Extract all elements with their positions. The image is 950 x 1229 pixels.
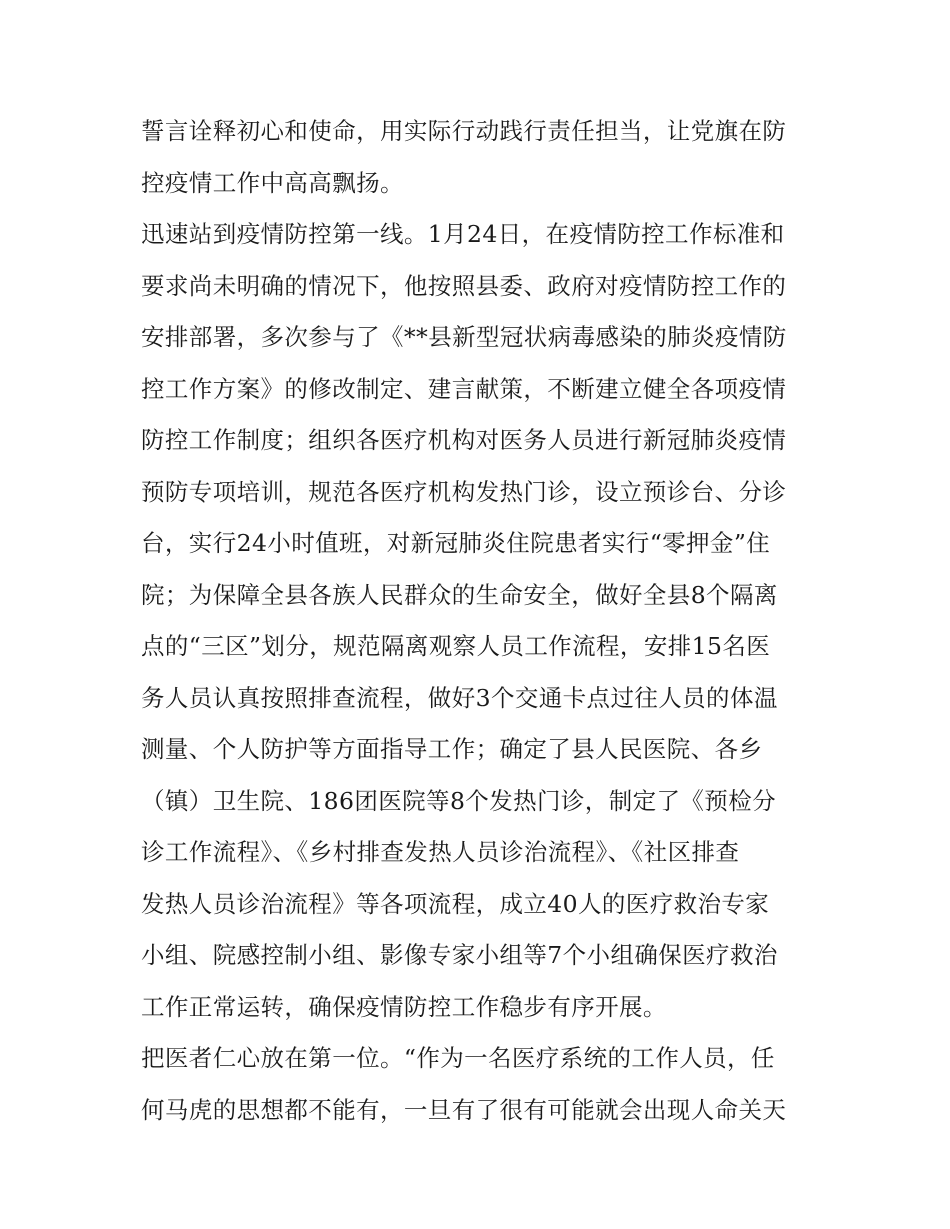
text-line: 测量、个人防护等方面指导工作；确定了县人民医院、各乡: [141, 735, 763, 763]
text-line: 发热人员诊治流程》等各项流程，成立40人的医疗救治专家: [141, 889, 770, 918]
text-line: 点的“三区”划分，规范隔离观察人员工作流程，安排15名医: [141, 632, 771, 660]
text-line: 控疫情工作中高高飘扬。: [141, 168, 404, 197]
text-line: 誓言诠释初心和使命，用实际行动践行责任担当，让党旗在防: [141, 117, 787, 145]
document-body: [141, 106, 821, 1136]
text-line: 诊工作流程》、《乡村排查发热人员诊治流程》、《社区排查: [141, 838, 740, 866]
text-line: 要求尚未明确的情况下，他按照县委、政府对疫情防控工作的: [141, 271, 787, 300]
text-line: 工作正常运转，确保疫情防控工作稳步有序开展。: [141, 992, 667, 1021]
text-line: 预防专项培训，规范各医疗机构发热门诊，设立预诊台、分诊: [141, 477, 787, 506]
text-line: 小组、院感控制小组、影像专家小组等7个小组确保医疗救治: [141, 941, 778, 969]
text-line: 防控工作制度；组织各医疗机构对医务人员进行新冠肺炎疫情: [141, 426, 787, 454]
text-line: 安排部署，多次参与了《**县新型冠状病毒感染的肺炎疫情防: [141, 323, 787, 351]
text-line: （镇）卫生院、186团医院等8个发热门诊，制定了《预检分: [141, 786, 777, 815]
text-line: 院；为保障全县各族人民群众的生命安全，做好全县8个隔离: [141, 580, 778, 609]
text-line: 何马虎的思想都不能有，一旦有了很有可能就会出现人命关天: [141, 1095, 787, 1124]
text-line: 台，实行24小时值班，对新冠肺炎住院患者实行“零押金”住: [141, 529, 771, 557]
text-line: 把医者仁心放在第一位。“作为一名医疗系统的工作人员，任: [141, 1044, 775, 1072]
text-line: 迅速站到疫情防控第一线。1月24日，在疫情防控工作标准和: [141, 220, 785, 248]
text-line: 务人员认真按照排查流程，做好3个交通卡点过往人员的体温: [141, 683, 778, 712]
text-line: 控工作方案》的修改制定、建言献策，不断建立健全各项疫情: [141, 374, 787, 403]
